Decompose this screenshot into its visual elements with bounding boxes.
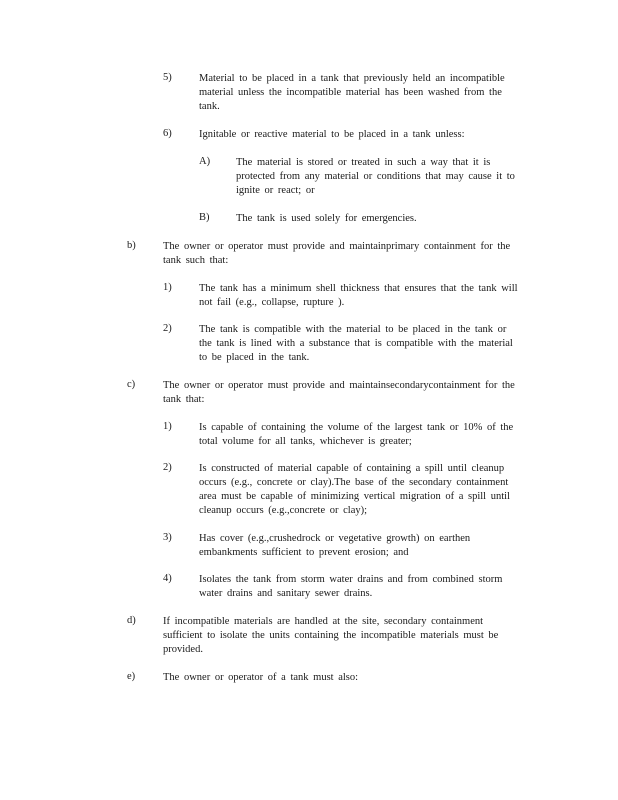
item-marker: 2) bbox=[163, 323, 172, 334]
section-marker: e) bbox=[127, 671, 136, 682]
item-text: The tank has a minimum shell thickness that ensures that the tank will not fail (e.g., collapse, rupture ). bbox=[199, 283, 518, 308]
item-text: The tank is used solely for emergencies. bbox=[236, 213, 417, 224]
item-marker: 5) bbox=[163, 72, 172, 83]
item-text: The tank is compatible with the material to be placed in the tank or the tank is lined with a substance that is compatible with the material to be placed in the tank. bbox=[199, 324, 513, 363]
section-marker: c) bbox=[127, 379, 136, 390]
item-text: Has cover (e.g.,crushedrock or vegetative growth) on earthen embankments sufficient to prevent erosion; and bbox=[199, 533, 471, 558]
item-marker: 2) bbox=[163, 462, 172, 473]
item-marker: B) bbox=[199, 212, 210, 223]
item-marker: 1) bbox=[163, 421, 172, 432]
item-text: Isolates the tank from storm water drains and from combined storm water drains and sanitary sewer drains. bbox=[199, 574, 503, 599]
item-text: Is constructed of material capable of containing a spill until cleanup occurs (e.g., concrete or clay).The base of the secondary containment area must be capable of minimizing vertical migration of a spill until cleanup occurs (e.g.,concrete or clay); bbox=[199, 463, 510, 516]
item-text: The material is stored or treated in such a way that it is protected from any material or conditions that may cause it to ignite or react; or bbox=[236, 157, 515, 196]
section-text: If incompatible materials are handled at the site, secondary containment sufficient to isolate the units containing the incompatible materials must be provided. bbox=[163, 616, 499, 655]
item-marker: 3) bbox=[163, 532, 172, 543]
item-marker: A) bbox=[199, 156, 211, 167]
section-text: The owner or operator of a tank must also: bbox=[163, 672, 359, 683]
section-marker: d) bbox=[127, 615, 136, 626]
item-marker: 1) bbox=[163, 282, 172, 293]
item-marker: 6) bbox=[163, 128, 172, 139]
item-text: Ignitable or reactive material to be placed in a tank unless: bbox=[199, 129, 465, 140]
section-marker: b) bbox=[127, 240, 136, 251]
section-text: The owner or operator must provide and maintainprimary containment for the tank such that: bbox=[163, 241, 511, 266]
section-text: The owner or operator must provide and maintainsecondarycontainment for the tank that: bbox=[163, 380, 515, 405]
item-marker: 4) bbox=[163, 573, 172, 584]
item-text: Is capable of containing the volume of the largest tank or 10% of the total volume for all tanks, whichever is greater; bbox=[199, 422, 514, 447]
item-text: Material to be placed in a tank that previously held an incompatible material unless the incompatible material has been washed from the tank. bbox=[199, 73, 505, 112]
